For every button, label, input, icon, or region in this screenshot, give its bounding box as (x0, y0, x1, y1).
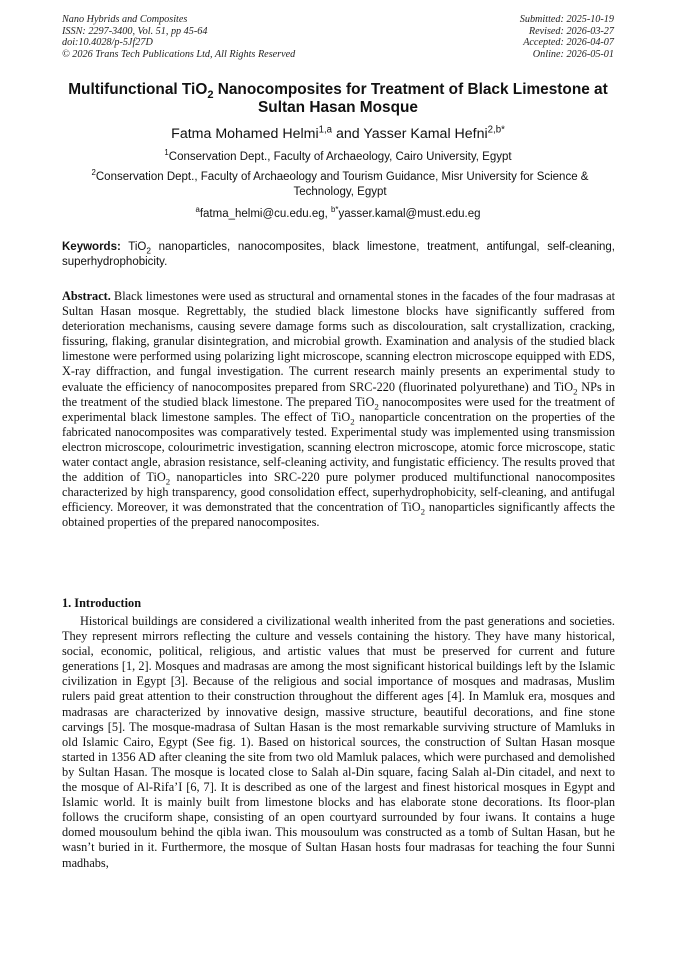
abstract-subscript: 2 (165, 476, 171, 487)
accepted-date: Accepted: 2026-04-07 (523, 37, 614, 49)
submitted-date: Submitted: 2025-10-19 (519, 14, 614, 25)
affiliation-mark: 1 (164, 148, 169, 158)
author-name: Yasser Kamal Hefni (363, 126, 488, 142)
author-emails (60, 207, 616, 222)
abstract-text: nanoparticles significantly affects the obtained properties of the prepared nanocomposites. (62, 500, 615, 530)
abstract-subscript: 2 (350, 416, 355, 427)
paper-title (60, 81, 616, 117)
title-subscript: 2 (207, 89, 214, 102)
title-text-2: Nanocomposites for Treatment of Black Limestone at Sultan Hasan Mosque (213, 81, 608, 116)
abstract-text: NPs in the treatment of the studied black limestone. The prepared TiO (62, 379, 615, 409)
introduction-paragraph: Historical buildings are considered a civilizational wealth inherited from the past generations and societies. They represent mirrors reflecting the culture and vessels containing the history. They have many historical, social, economic, political, religious, and artistic values that must be preserved for current and future generations [1, 2]. Mosques and madrasas are among the most significant historical buildings left by the Islamic civilization in Egypt [3]. Because of the religious and social importance of mosques and madrasas, Muslim rulers paid great attention to their construction throughout the different ages [4]. In Mamluk era, mosques and madrasas are characterized by innovative design, massive structure, beautiful decorations, and fine stone carvings [5]. The mosque-madrasa of Sultan Hasan is the most remarkable surviving structure of Mamluks in old Islamic Cairo, Egypt (See fig. 1). Based on historical sources, the construction of Sultan Hasan mosque started in 1356 AD after cleaning the site from two old Mamluk palaces, which were purchased and demolished by Sultan Hasan. The mosque is located close to Salah al-Din square, facing Salah al-Din citadel, and next to the mosque of Al-Rifa’I [6, 7]. It is described as one of the largest and finest historical mosques in Egypt and Islamic world. It is mainly built from limestone blocks and has elaborate stone decorations. Its floor-plan follows the cruciform shape, consisting of an open courtyard surrounded by four iwans. It contains a huge domed mousoulum behind the qibla iwan. This mousoulum was constructed as a tomb of Sultan Hasan, but he wasn’t buried in it. Furthermore, the mosque of Sultan Hasan hosts four madrasas for teaching the four Sunni madhabs, (62, 614, 615, 870)
abstract-subscript: 2 (374, 401, 379, 412)
journal-name: Nano Hybrids and Composites (62, 14, 188, 25)
author-affiliation-mark: 2,b* (487, 124, 505, 136)
abstract-label: Abstract. (62, 289, 111, 303)
online-date: Online: 2026-05-01 (532, 48, 614, 60)
abstract-subscript: 2 (573, 386, 578, 397)
abstract-subscript: 2 (420, 506, 426, 517)
abstract-text: Black limestones were used as structural and ornamental stones in the facades of the four madrasas at Sultan Hasan mosque. Regrettably, the studied black limestone blocks have significantly suffered from deterioration mechanisms, causing severe damage forms such as discolouration, salt crystallization, cracking, fissuring, flaking, granular disintegration, and microbial growth. Examination and analysis of the studied black limestone were performed using polarizing light microscope, scanning electron microscope equipped with EDS, X-ray diffraction, and fungal investigation. The current research mainly presents an experimental study to evaluate the efficiency of nanocomposites prepared from SRC-220 (fluorinated polyurethane) and TiO (62, 289, 615, 394)
email-mark: b* (331, 205, 339, 215)
affiliation-1 (60, 150, 616, 165)
doi-line: doi:10.4028/p-5Jf27D (62, 37, 153, 49)
affiliation-text: Conservation Dept., Faculty of Archaeology and Tourism Guidance, Misr University for Science & Technology, Egypt (95, 171, 589, 198)
affiliation-mark: 2 (91, 168, 96, 178)
email-mark: a (195, 205, 200, 215)
abstract-text: nanocomposites were used for the treatment of experimental black limestone samples. The effect of TiO (62, 394, 615, 424)
affiliation-text: Conservation Dept., Faculty of Archaeology, Cairo University, Egypt (168, 151, 512, 163)
keywords-block (62, 240, 615, 270)
affiliation-2 (66, 170, 614, 200)
email-link[interactable]: yasser.kamal@must.edu.eg (338, 208, 481, 220)
journal-header-left (62, 14, 295, 60)
author-list (60, 126, 616, 143)
keywords-text: nanoparticles, nanocomposites, black limestone, treatment, antifungal, self-cleaning, superhydrophobicity. (62, 241, 615, 268)
abstract-text: nanoparticles into SRC-220 pure polymer produced multifunctional nanocomposites characterized by high transparency, good consolidation effect, superhydrophobicity, self-cleaning, and antifugal efficiency. Moreover, it was demonstrated that the concentration of TiO (62, 470, 615, 515)
email-link[interactable]: fatma_helmi@cu.edu.eg, (199, 208, 332, 220)
journal-header-right (520, 14, 614, 60)
keywords-text: TiO (120, 241, 147, 253)
abstract-text: nanoparticle concentration on the properties of the fabricated nanocomposites was comparatively tested. Experimental study was implemented using transmission electron microscope, colourimetric investigation, scanning electron microscope, atomic force microscope, static water contact angle, abrasion resistance, self-cleaning activity, and fungistatic efficiency. The results proved that the addition of TiO (62, 409, 615, 485)
author-name: Fatma Mohamed Helmi (171, 126, 319, 142)
revised-date: Revised: 2026-03-27 (528, 25, 614, 37)
author-conjunction: and (332, 126, 364, 142)
title-text-1: Multifunctional TiO (68, 81, 208, 98)
copyright-line: © 2026 Trans Tech Publications Ltd, All Rights Reserved (62, 48, 296, 60)
keywords-label: Keywords: (62, 241, 121, 253)
author-affiliation-mark: 1,a (318, 124, 333, 136)
keywords-subscript: 2 (146, 246, 151, 256)
section-heading: 1. Introduction (62, 596, 142, 610)
abstract-block (62, 289, 615, 531)
issn-line: ISSN: 2297-3400, Vol. 51, pp 45-64 (62, 25, 208, 37)
